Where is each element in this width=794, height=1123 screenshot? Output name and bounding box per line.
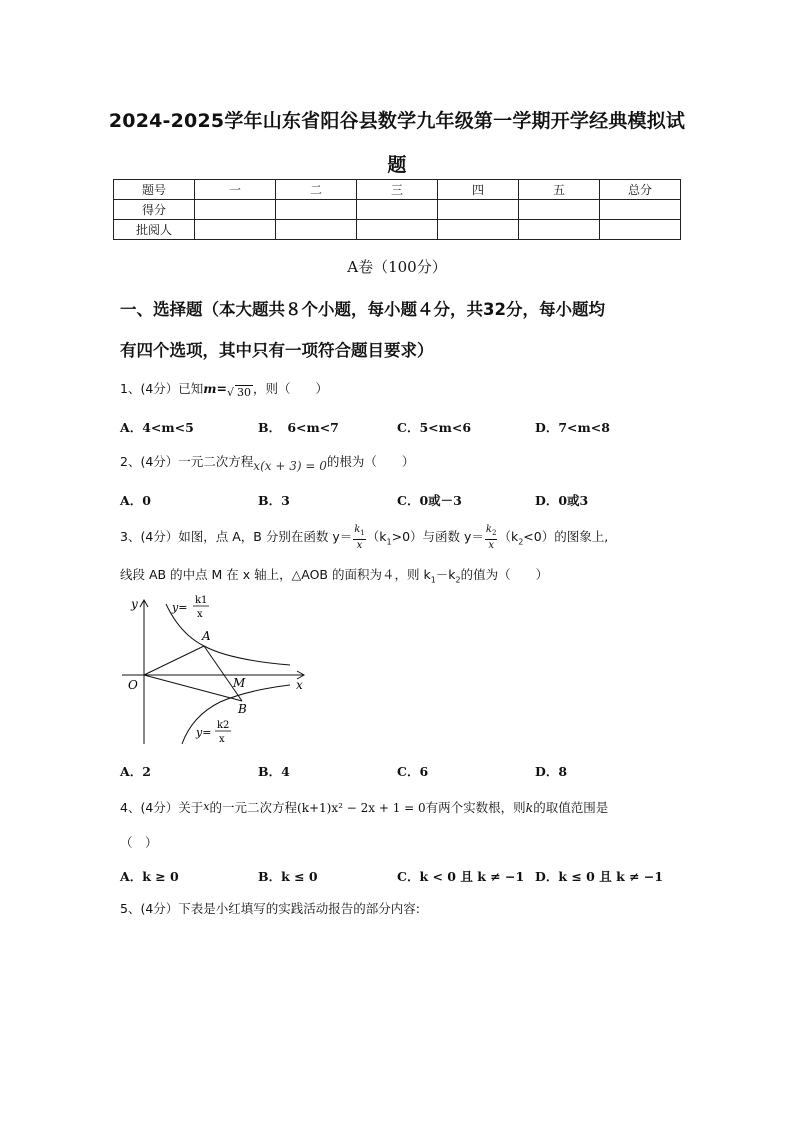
q3-text-a: 3、(4分）如图，点 A，B 分别在函数 y＝ bbox=[120, 529, 353, 544]
q3-option-b[interactable]: B．4 bbox=[258, 764, 290, 779]
q4-var2: k bbox=[525, 800, 534, 815]
question-2 bbox=[120, 452, 415, 473]
q1-var: m bbox=[203, 381, 217, 396]
q3-frac-1 bbox=[353, 524, 366, 551]
q4-option-d[interactable]: D．k ≤ 0 且 k ≠ −1 bbox=[535, 869, 664, 884]
q3-figure bbox=[118, 588, 318, 756]
score-header-cell: 五 bbox=[519, 180, 600, 200]
question-1: 1、(4分）已知m=√ 30 ，则（ ） bbox=[120, 381, 329, 399]
score-cell bbox=[195, 220, 276, 240]
score-cell bbox=[600, 220, 681, 240]
score-header-cell: 题号 bbox=[114, 180, 195, 200]
q1-option-b[interactable]: B． 6<m<7 bbox=[258, 420, 339, 435]
q3-option-a[interactable]: A．2 bbox=[120, 764, 151, 779]
q3-line2-mid: －k bbox=[435, 567, 456, 582]
q2-option-d[interactable]: D．0或3 bbox=[535, 493, 589, 508]
q1-radicand: 30 bbox=[237, 386, 252, 399]
q4-option-c[interactable]: C．k < 0 且 k ≠ −1 bbox=[397, 869, 525, 884]
q4-suffix: 的取值范围是 bbox=[533, 800, 609, 815]
q3-frac1-sub: 1 bbox=[360, 529, 365, 537]
q1-suffix: ，则（ ） bbox=[253, 381, 329, 396]
q3-line2-end: 的值为（ ） bbox=[460, 567, 549, 582]
score-cell bbox=[438, 220, 519, 240]
score-row-label: 批阅人 bbox=[114, 220, 195, 240]
exam-title-line2: 题 bbox=[387, 154, 407, 176]
score-table-row bbox=[114, 200, 681, 220]
q3-option-d[interactable]: D．8 bbox=[535, 764, 568, 779]
q4-prefix: 4、(4分）关于 bbox=[120, 800, 204, 815]
score-table-header-row bbox=[114, 180, 681, 200]
score-cell bbox=[438, 200, 519, 220]
q2-option-a[interactable]: A．0 bbox=[120, 493, 151, 508]
segment-oa bbox=[144, 646, 204, 675]
q3-frac1-num: k bbox=[354, 524, 361, 535]
score-table-row bbox=[114, 220, 681, 240]
q2-option-b[interactable]: B．3 bbox=[258, 493, 290, 508]
bot-func-num: k2 bbox=[217, 720, 230, 731]
q3-text-b: （k bbox=[366, 529, 387, 544]
origin-label: O bbox=[128, 678, 138, 692]
q3-text-c: （k bbox=[498, 529, 519, 544]
q1-option-c[interactable]: C．5<m<6 bbox=[397, 420, 472, 435]
volume-label: A卷（100分） bbox=[347, 258, 447, 276]
top-func-num: k1 bbox=[195, 595, 208, 606]
q3-text-c2: <0）的图象上, bbox=[523, 529, 609, 544]
q3-frac1-den: x bbox=[356, 540, 363, 551]
score-header-cell: 三 bbox=[357, 180, 438, 200]
question-5: 5、(4分）下表是小红填写的实践活动报告的部分内容: bbox=[120, 901, 420, 916]
q4-mid: 的一元二次方程 bbox=[209, 800, 298, 815]
section-heading-line2: 有四个选项，其中只有一项符合题目要求） bbox=[120, 341, 434, 360]
point-a-label: A bbox=[202, 629, 211, 643]
score-cell bbox=[276, 200, 357, 220]
point-b-label: B bbox=[238, 702, 247, 716]
q4-mid2: 有两个实数根，则 bbox=[425, 800, 526, 815]
q4-option-a[interactable]: A．k ≥ 0 bbox=[120, 869, 179, 884]
q4-option-b[interactable]: B．k ≤ 0 bbox=[258, 869, 318, 884]
q1-prefix: 1、(4分）已知 bbox=[120, 381, 204, 396]
q2-option-c[interactable]: C．0或－3 bbox=[397, 493, 462, 508]
top-func-label: y= bbox=[172, 601, 188, 614]
score-header-cell: 二 bbox=[276, 180, 357, 200]
x-label: x bbox=[296, 678, 303, 692]
q3-text-b2: >0）与函数 y＝ bbox=[391, 529, 484, 544]
q3-frac-2: $\frac{k_2}{x}$ bbox=[485, 524, 497, 551]
bot-func-den: x bbox=[219, 734, 225, 745]
score-cell bbox=[600, 200, 681, 220]
score-cell bbox=[357, 220, 438, 240]
q3-line2-a: 线段 AB 的中点 M 在 x 轴上，△AOB 的面积为４，则 k bbox=[120, 567, 431, 582]
question-3-line2: 线段 AB 的中点 M 在 x 轴上，△AOB 的面积为４，则 $k_1-k_2$的值为（ ） bbox=[120, 567, 549, 585]
y-label: y bbox=[131, 597, 138, 611]
bot-func-label: y= bbox=[196, 726, 212, 739]
q1-option-d[interactable]: D．7<m<8 bbox=[535, 420, 610, 435]
question-3-line1: 3、(4分）如图，点 A，B 分别在函数 y＝ $\frac{k_1}{x}$ $(k_1>0)$与函数 y＝ $\frac{k_2}{x}$ $(k_2<0)$的图象上, bbox=[120, 524, 609, 551]
q2-equation: x(x + 3) = 0 bbox=[253, 459, 327, 473]
score-cell bbox=[519, 200, 600, 220]
score-cell bbox=[276, 220, 357, 240]
question-4-line1 bbox=[120, 798, 608, 816]
exam-title-line1: 2024-2025学年山东省阳谷县数学九年级第一学期开学经典模拟试 bbox=[108, 110, 686, 132]
q2-suffix: 的根为（ ） bbox=[326, 454, 415, 469]
q2-prefix: 2、(4分）一元二次方程 bbox=[120, 454, 254, 469]
score-row-label: 得分 bbox=[114, 200, 195, 220]
q4-var: x bbox=[203, 800, 210, 813]
q1-option-a[interactable]: A．4<m<5 bbox=[120, 420, 194, 435]
q3-option-c[interactable]: C．6 bbox=[397, 764, 429, 779]
section-heading-line1: 一、选择题（本大题共８个小题，每小题４分，共32分，每小题均 bbox=[120, 300, 605, 319]
score-cell bbox=[519, 220, 600, 240]
score-header-cell: 一 bbox=[195, 180, 276, 200]
q4-equation: (k+1)x² − 2x + 1 = 0 bbox=[297, 801, 426, 815]
score-header-cell: 总分 bbox=[600, 180, 681, 200]
score-table bbox=[113, 179, 681, 240]
score-header-cell: 四 bbox=[438, 180, 519, 200]
score-cell bbox=[357, 200, 438, 220]
top-func-den: x bbox=[197, 609, 203, 620]
point-m-label: M bbox=[233, 676, 246, 690]
score-cell bbox=[195, 200, 276, 220]
q1-eq: = bbox=[216, 381, 228, 396]
question-4-line2: （ ） bbox=[120, 835, 158, 850]
